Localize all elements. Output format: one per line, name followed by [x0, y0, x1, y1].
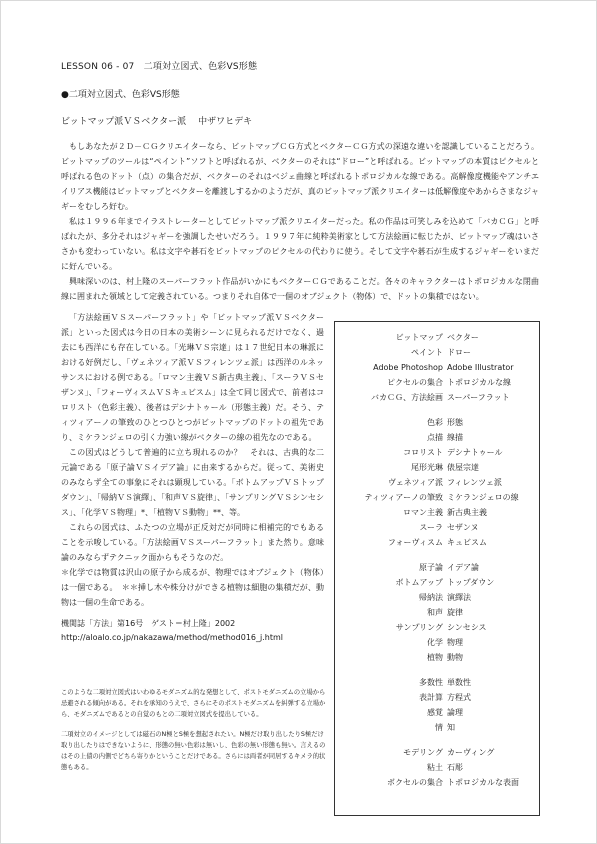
- comparison-left: フォーヴィスム: [387, 538, 443, 547]
- comparison-left: ボトムアップ: [395, 578, 443, 587]
- comparison-right: 知: [447, 723, 455, 732]
- comparison-right: 方程式: [447, 693, 471, 702]
- paragraph: この図式はどうして普遍的に立ち現れるのか？ それは、古典的な二元論である「原子論ＶＳイデア論」に由来するからだ。従って、美術史のみならず全ての事象にそれは顕現している。「ボトムアップＶＳトップダウン」、「帰納ＶＳ演繹」、「和声ＶＳ旋律」、「サンプリングＶＳシンセシス」、「化学ＶＳ物理」*、「植物ＶＳ動物」**、等。: [61, 448, 324, 517]
- author-name: 中ザワヒデキ: [198, 117, 253, 127]
- comparison-left: 色彩: [427, 418, 443, 427]
- comparison-right: 演繹法: [447, 593, 471, 602]
- comparison-left: 帰納法: [419, 593, 443, 602]
- comparison-left: サンプリング: [395, 623, 443, 632]
- comparison-right: セザンヌ: [447, 523, 479, 532]
- comparison-left: 化学: [427, 638, 443, 647]
- note-paragraph: このような二項対立図式はいわゆるモダニズム的な発想として、ポストモダニズムの立場から忌避される傾向がある。それを承知のうえで、さらにそのポストモダニズムを糾弾する立場から、モダニズムであるとの自覚のもとの二項対立図式を提出している。: [61, 689, 326, 718]
- comparison-row: [335, 747, 541, 759]
- paragraph: 興味深いのは、村上隆のスーパーフラット作品がいかにもベクターＣＧであることだ。各々のキャラクターはトポロジカルな閉曲線に囲まれた領域として定義されている。つまりそれ自体で一個のオブジェクト（物体）で、ドットの集積ではない。: [61, 277, 539, 301]
- comparison-row: [335, 522, 541, 534]
- comparison-right: トポロジカルな線: [447, 378, 511, 387]
- comparison-right: フィレンツェ派: [447, 478, 502, 487]
- source-citation: [61, 617, 331, 645]
- side-notes: [61, 687, 326, 782]
- comparison-left: 尾形光琳: [411, 463, 443, 472]
- comparison-right: Adobe Illustrator: [447, 363, 514, 372]
- paragraph: 私は１９９６年までイラストレーターとしてビットマップ派クリエイターだった。私の作品は可笑しみを込めて「バカＣＧ」と呼ばれたが、多分それはジャギーを強調したせいだろう。１９９７年に純粋美術家として方法絵画に転じたが、ビットマップ魂はいささかも変わっていない。私は文字や碁石をビットマップのピクセルの代わりに使う。そして文字や碁石が生成するジャギーをいまだに好んでいる。: [61, 217, 539, 271]
- comparison-row: [335, 432, 541, 444]
- article-subtitle: [61, 114, 252, 127]
- comparison-row: [335, 692, 541, 704]
- comparison-row: [335, 477, 541, 489]
- footnote: ＊化学では物質は沢山の原子から成るが、物理ではオブジェクト（物体）は一個である。 ＊＊挿し木や株分けができる植物は細胞の集積だが、動物は一個の生命である。: [61, 568, 324, 607]
- comparison-right: 石彫: [447, 763, 463, 772]
- comparison-row: [335, 677, 541, 689]
- comparison-row: [335, 577, 541, 589]
- comparison-row: [335, 507, 541, 519]
- comparison-row: [335, 447, 541, 459]
- comparison-row: [335, 622, 541, 634]
- comparison-left: ボクセルの集合: [387, 778, 443, 787]
- comparison-right: シンセシス: [447, 623, 487, 632]
- comparison-right: 形態: [447, 418, 463, 427]
- comparison-right: ベクター: [447, 333, 479, 342]
- comparison-row: [335, 392, 541, 404]
- comparison-left: 感覚: [427, 708, 443, 717]
- comparison-left: ビットマップ: [395, 333, 443, 342]
- comparison-row: [335, 492, 541, 504]
- comparison-left: 粘土: [427, 763, 443, 772]
- comparison-row: [335, 362, 541, 374]
- comparison-left: 点描: [427, 433, 443, 442]
- comparison-row: [335, 652, 541, 664]
- comparison-right: 俵屋宗達: [447, 463, 479, 472]
- comparison-right: スーパーフラット: [447, 393, 510, 402]
- comparison-left: 植物: [427, 653, 443, 662]
- paragraph: これらの図式は、ふたつの立場が正反対だが同時に相補完的でもあることを示唆している。「方法絵画ＶＳスーパーフラット」また然り。意味論のみならずテクニック面からもそうなのだ。: [61, 523, 324, 562]
- comparison-right: 線描: [447, 433, 463, 442]
- section-heading: ●二項対立図式、色彩VS形態: [61, 90, 180, 100]
- comparison-row: [335, 592, 541, 604]
- comparison-left: ヴェネツィア派: [388, 478, 443, 487]
- lesson-title: LESSON 06 - 07 二項対立図式、色彩VS形態: [61, 62, 258, 72]
- comparison-row: [335, 607, 541, 619]
- comparison-row: [335, 347, 541, 359]
- comparison-right: カーヴィング: [447, 748, 495, 757]
- comparison-row: [335, 762, 541, 774]
- comparison-row: [335, 537, 541, 549]
- comparison-right: トップダウン: [447, 578, 495, 587]
- comparison-left: モデリング: [403, 748, 443, 757]
- comparison-left: 原子論: [419, 563, 443, 572]
- comparison-left: 情: [435, 723, 443, 732]
- comparison-table: [334, 321, 540, 816]
- comparison-left: 表計算: [419, 693, 443, 702]
- comparison-left: ペイント: [411, 348, 443, 357]
- comparison-row: [335, 562, 541, 574]
- comparison-left: バカＣＧ、方法絵画: [371, 393, 443, 402]
- body-text-column: [61, 310, 324, 610]
- comparison-right: 論理: [447, 708, 463, 717]
- paragraph: 「方法絵画ＶＳスーパーフラット」や「ビットマップ派ＶＳベクター派」といった図式は今日の日本の美術シーンに見られるだけでなく、過去にも西洋にも存在している。「光琳ＶＳ宗達」は１７世紀日本の琳派における好例だし、「ヴェネツィア派ＶＳフィレンツェ派」は西洋のルネッサンスにおける例である。「ロマン主義ＶＳ新古典主義」、「スーラＶＳセザンヌ」、「フォーヴィスムＶＳキュビスム」は全て同じ図式で、前者はコロリスト（色彩主義）、後者はデシナトゥール（形態主義）だ。そう、ティツィアーノの筆致のひとつひとつがビットマップのドットの祖先であり、ミケランジェロの引く力強い線がベクターの線の祖先なのである。: [61, 313, 324, 442]
- comparison-right: イデア論: [447, 563, 479, 572]
- comparison-right: ドロー: [447, 348, 471, 357]
- citation-text: 機関誌「方法」第16号 ゲスト＝村上隆」2002: [61, 619, 236, 628]
- comparison-right: ミケランジェロの線: [447, 493, 519, 502]
- comparison-row: [335, 777, 541, 789]
- note-paragraph: 二項対立のイメージとしては磁石のN極とS極を想起されたい。N極だけ取り出したりS極だけ取り出したりはできないように、形態の無い色彩は無いし、色彩の無い形態も無い。言えるのはその上債の内側でどちら寄りかということだけである。さらには両者が同居するキメラ的状態もある。: [61, 731, 326, 771]
- paragraph: もしあなたが２Ｄ－ＣＧクリエイターなら、ビットマップＣＧ方式とベクターＣＧ方式の深遠な違いを認識していることだろう。ビットマップのツールは“ペイント”ソフトと呼ばれるが、ベクターのそれは“ドロー”と呼ばれる。ビットマップの本質はピクセルと呼ばれる色のドット（点）の集合だが、ベクターのそれはベジェ曲線と呼ばれるトポロジカルな線である。高解像度機能やアンチエイリアス機能はビットマップとベクターを離渡しするかのようだが、真のビットマップ派クリエイターは低解像度やあからさまなジャギーをむしろ好む。: [61, 142, 539, 211]
- comparison-left: ピクセルの集合: [387, 378, 443, 387]
- comparison-row: [335, 637, 541, 649]
- comparison-right: 新古典主義: [447, 508, 487, 517]
- comparison-left: ティツィアーノの筆致: [364, 493, 443, 502]
- comparison-row: [335, 462, 541, 474]
- comparison-left: 和声: [427, 608, 443, 617]
- intro-text: [61, 139, 539, 304]
- comparison-right: 動物: [447, 653, 463, 662]
- comparison-right: 物理: [447, 638, 463, 647]
- article-title: ビットマップ派ＶＳベクター派: [61, 117, 187, 127]
- comparison-right: 単数性: [447, 678, 471, 687]
- comparison-row: [335, 332, 541, 344]
- comparison-right: トポロジカルな表面: [447, 778, 519, 787]
- comparison-left: コロリスト: [403, 448, 443, 457]
- comparison-row: [335, 707, 541, 719]
- comparison-row: [335, 417, 541, 429]
- comparison-left: 多数性: [419, 678, 443, 687]
- comparison-left: Adobe Photoshop: [373, 363, 443, 372]
- comparison-right: キュビスム: [447, 538, 487, 547]
- comparison-right: 旋律: [447, 608, 463, 617]
- comparison-right: デシナトゥール: [447, 448, 503, 457]
- comparison-left: ロマン主義: [403, 508, 443, 517]
- comparison-left: スーラ: [419, 523, 443, 532]
- comparison-row: [335, 722, 541, 734]
- comparison-row: [335, 377, 541, 389]
- source-url[interactable]: http://aloalo.co.jp/nakazawa/method/method016_j.html: [61, 633, 283, 642]
